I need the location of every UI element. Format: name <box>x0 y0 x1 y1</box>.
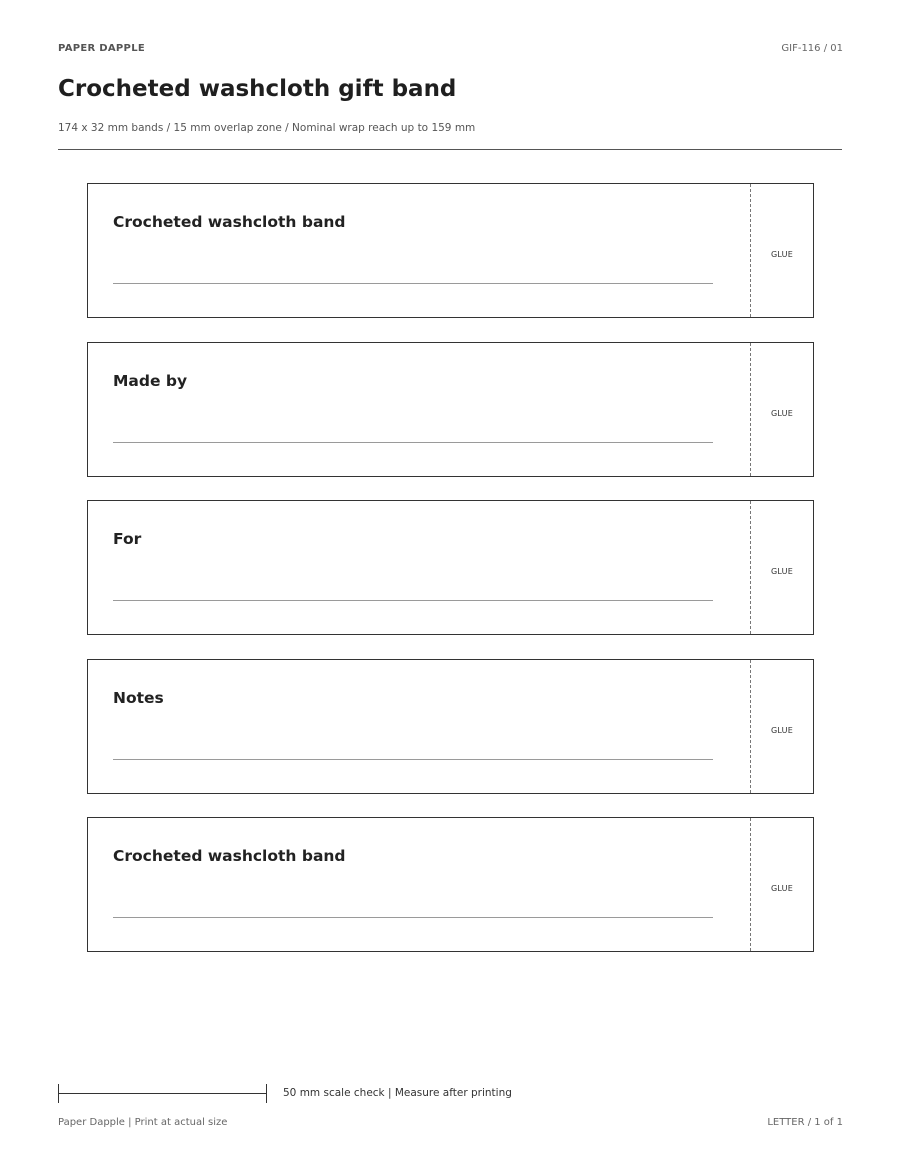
glue-tab-label: GLUE <box>771 725 793 735</box>
band-label: Crocheted washcloth band <box>113 847 346 865</box>
scale-check-bar <box>58 1084 267 1103</box>
glue-tab-label: GLUE <box>771 250 793 259</box>
band-label: Notes <box>113 688 164 707</box>
footer-credit: Paper Dapple | Print at actual size <box>58 1117 228 1128</box>
band-label: Crocheted washcloth band <box>113 213 346 231</box>
glue-tab-label: GLUE <box>771 408 793 418</box>
gift-band <box>87 183 814 318</box>
gift-band <box>87 342 814 477</box>
document-code: GIF-116 / 01 <box>781 43 843 54</box>
band-label: For <box>113 530 142 548</box>
scale-bar-right-cap <box>266 1084 267 1103</box>
glue-tab-label: GLUE <box>771 567 793 576</box>
write-in-line <box>113 600 713 601</box>
page-subtitle: 174 x 32 mm bands / 15 mm overlap zone / Nominal wrap reach up to 159 mm <box>58 122 476 134</box>
scale-check-label: 50 mm scale check | Measure after printing <box>283 1087 512 1099</box>
write-in-line <box>113 917 713 918</box>
gift-band <box>87 817 814 952</box>
glue-tab-label: GLUE <box>771 884 793 893</box>
gift-band <box>87 500 814 635</box>
write-in-line <box>113 442 713 443</box>
write-in-line <box>113 283 713 284</box>
band-label: Made by <box>113 371 188 390</box>
page-title: Crocheted washcloth gift band <box>58 76 457 102</box>
write-in-line <box>113 759 713 760</box>
brand-name: PAPER DAPPLE <box>58 43 145 54</box>
band-list <box>87 183 814 976</box>
header-divider <box>58 149 842 150</box>
gift-band <box>87 659 814 794</box>
footer-page-info: LETTER / 1 of 1 <box>767 1117 843 1128</box>
scale-bar-line <box>58 1093 267 1094</box>
